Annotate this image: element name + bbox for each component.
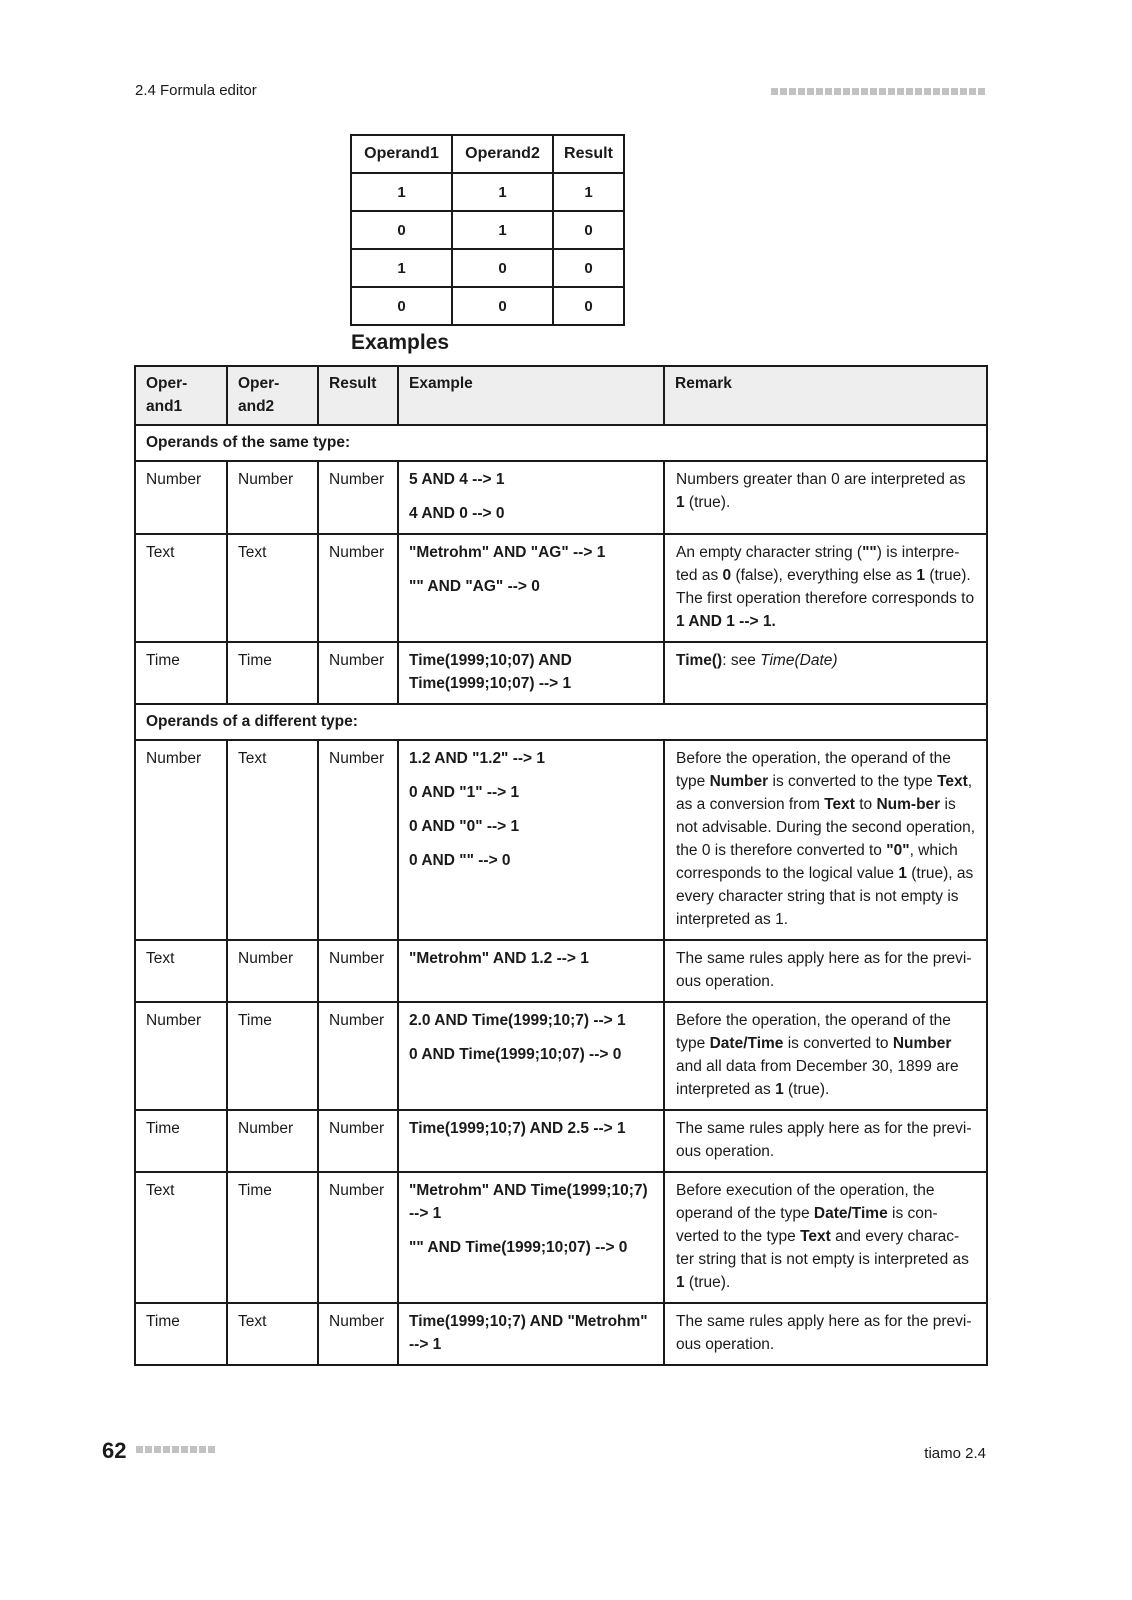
truth-table-header-row — [351, 135, 624, 173]
truth-cell: 1 — [553, 173, 624, 211]
decorative-square — [870, 88, 877, 95]
header-decoration — [771, 88, 985, 95]
remark-text: An empty character string ( — [676, 544, 863, 561]
remark-text: 1 — [676, 1274, 685, 1291]
truth-cell: 1 — [351, 173, 452, 211]
example-cell — [398, 1172, 664, 1303]
example-expression: "Metrohm" AND 1.2 --> 1 — [409, 950, 589, 967]
example-expression: 2.0 AND Time(1999;10;7) --> 1 — [409, 1012, 626, 1029]
truth-table-row — [351, 211, 624, 249]
remark-cell — [664, 1303, 987, 1365]
decorative-square — [798, 88, 805, 95]
remark-text: (true). — [684, 494, 731, 511]
decorative-square — [861, 88, 868, 95]
result-cell: Number — [318, 1110, 398, 1172]
remark-text: 0 — [722, 567, 732, 584]
remark-text: (true). — [783, 1081, 830, 1098]
example-expression: 0 AND Time(1999;10;07) --> 0 — [409, 1046, 622, 1063]
remark-text: 1 — [898, 865, 907, 882]
decorative-square — [807, 88, 814, 95]
decorative-square — [199, 1446, 206, 1453]
remark-text: (true). — [684, 1274, 731, 1291]
remark-text: (false), everything else as — [731, 567, 917, 584]
operand1-cell: Text — [135, 1172, 227, 1303]
truth-cell: 0 — [351, 287, 452, 325]
section-different-type-label: Operands of a different type: — [135, 704, 987, 740]
truth-table — [350, 134, 625, 326]
remark-text: 1 — [775, 1081, 784, 1098]
header-operand2: Oper- and2 — [227, 366, 318, 425]
remark-text: : see — [722, 652, 761, 669]
operand2-cell: Time — [227, 1002, 318, 1110]
example-row — [135, 534, 987, 642]
remark-text: and all data from December 30, 1899 are interpreted as — [676, 1058, 959, 1098]
truth-header-operand1: Operand1 — [351, 135, 452, 173]
operand2-cell: Text — [227, 534, 318, 642]
decorative-square — [825, 88, 832, 95]
remark-text: 1 AND 1 --> 1. — [676, 613, 776, 630]
remark-text: , which corresponds to the logical value — [676, 842, 958, 882]
remark-text: is not advisable. During the second operation, the 0 is therefore converted to — [676, 796, 976, 859]
truth-table-row — [351, 287, 624, 325]
remark-text: The same rules apply here as for the previ-ous operation. — [676, 950, 972, 990]
example-row — [135, 940, 987, 1002]
decorative-square — [843, 88, 850, 95]
example-cell — [398, 1303, 664, 1365]
examples-table — [134, 365, 988, 1366]
remark-text: Before execution of the operation, the operand of the type — [676, 1182, 935, 1222]
operand2-cell: Number — [227, 1110, 318, 1172]
remark-text: "0" — [886, 842, 910, 859]
header-remark: Remark — [664, 366, 987, 425]
remark-text: , as a conversion from — [676, 773, 973, 813]
remark-text: Time(Date) — [760, 652, 838, 669]
decorative-square — [136, 1446, 143, 1453]
decorative-square — [208, 1446, 215, 1453]
remark-cell — [664, 534, 987, 642]
examples-header-row — [135, 366, 987, 425]
truth-cell: 0 — [452, 249, 553, 287]
decorative-square — [933, 88, 940, 95]
remark-text: and every charac-ter string that is not empty is interpreted as — [676, 1228, 969, 1268]
example-expression: 1.2 AND "1.2" --> 1 — [409, 750, 546, 767]
remark-text: 1 — [676, 494, 685, 511]
example-row — [135, 1172, 987, 1303]
header-operand1: Oper- and1 — [135, 366, 227, 425]
decorative-square — [771, 88, 778, 95]
remark-text: Number — [709, 773, 769, 790]
result-cell: Number — [318, 740, 398, 940]
remark-text: Number — [892, 1035, 952, 1052]
result-cell: Number — [318, 1002, 398, 1110]
operand1-cell: Number — [135, 1002, 227, 1110]
remark-text: is converted to — [783, 1035, 893, 1052]
operand1-cell: Time — [135, 642, 227, 704]
remark-text: Text — [800, 1228, 831, 1245]
example-row — [135, 1002, 987, 1110]
decorative-square — [879, 88, 886, 95]
truth-cell: 0 — [553, 211, 624, 249]
section-same-type-label: Operands of the same type: — [135, 425, 987, 461]
decorative-square — [906, 88, 913, 95]
remark-text: to — [854, 796, 877, 813]
remark-text: Text — [937, 773, 968, 790]
remark-text: is con-verted to the type — [676, 1205, 938, 1245]
operand1-cell: Text — [135, 534, 227, 642]
decorative-square — [960, 88, 967, 95]
truth-cell: 0 — [452, 287, 553, 325]
decorative-square — [834, 88, 841, 95]
remark-cell — [664, 940, 987, 1002]
footer-decoration — [136, 1446, 215, 1453]
decorative-square — [163, 1446, 170, 1453]
example-cell — [398, 642, 664, 704]
operand1-cell: Number — [135, 461, 227, 534]
product-name: tiamo 2.4 — [924, 1445, 986, 1462]
remark-text: Text — [824, 796, 855, 813]
result-cell: Number — [318, 1172, 398, 1303]
remark-cell — [664, 1002, 987, 1110]
remark-text: Before the operation, the operand of the type — [676, 1012, 951, 1052]
remark-text: The same rules apply here as for the previ-ous operation. — [676, 1313, 972, 1353]
example-expression: "" AND Time(1999;10;07) --> 0 — [409, 1239, 628, 1256]
decorative-square — [915, 88, 922, 95]
remark-text: "" — [862, 544, 877, 561]
example-expression: Time(1999;10;7) AND 2.5 --> 1 — [409, 1120, 626, 1137]
page-number: 62 — [102, 1438, 127, 1463]
header-example: Example — [398, 366, 664, 425]
section-same-type — [135, 425, 987, 461]
remark-text: is converted to the type — [768, 773, 938, 790]
header-result: Result — [318, 366, 398, 425]
truth-cell: 1 — [452, 173, 553, 211]
decorative-square — [978, 88, 985, 95]
truth-cell: 1 — [351, 249, 452, 287]
section-header: 2.4 Formula editor — [135, 82, 257, 99]
example-expression: 0 AND "1" --> 1 — [409, 784, 520, 801]
remark-text: Date/Time — [709, 1035, 784, 1052]
decorative-square — [942, 88, 949, 95]
examples-title: Examples — [351, 331, 450, 354]
example-cell — [398, 534, 664, 642]
truth-cell: 0 — [553, 287, 624, 325]
decorative-square — [897, 88, 904, 95]
example-row — [135, 642, 987, 704]
decorative-square — [154, 1446, 161, 1453]
example-expression: 4 AND 0 --> 0 — [409, 505, 505, 522]
truth-cell: 0 — [553, 249, 624, 287]
operand1-cell: Time — [135, 1303, 227, 1365]
remark-cell — [664, 1172, 987, 1303]
section-different-type — [135, 704, 987, 740]
operand2-cell: Text — [227, 1303, 318, 1365]
remark-text: Date/Time — [813, 1205, 888, 1222]
decorative-square — [951, 88, 958, 95]
decorative-square — [181, 1446, 188, 1453]
truth-table-row — [351, 249, 624, 287]
operand2-cell: Text — [227, 740, 318, 940]
decorative-square — [924, 88, 931, 95]
example-cell — [398, 940, 664, 1002]
decorative-square — [789, 88, 796, 95]
remark-text: The same rules apply here as for the previ-ous operation. — [676, 1120, 972, 1160]
remark-text: ) is interpre-ted as — [676, 544, 960, 584]
truth-cell: 1 — [452, 211, 553, 249]
example-expression: "Metrohm" AND Time(1999;10;7) --> 1 — [409, 1182, 648, 1222]
decorative-square — [888, 88, 895, 95]
example-row — [135, 740, 987, 940]
remark-cell — [664, 740, 987, 940]
remark-cell — [664, 1110, 987, 1172]
example-expression: Time(1999;10;7) AND "Metrohm" --> 1 — [409, 1313, 648, 1353]
truth-header-result: Result — [553, 135, 624, 173]
example-cell — [398, 1110, 664, 1172]
example-row — [135, 1303, 987, 1365]
result-cell: Number — [318, 534, 398, 642]
example-row — [135, 1110, 987, 1172]
remark-cell — [664, 461, 987, 534]
operand2-cell: Time — [227, 1172, 318, 1303]
remark-text: (true), as every character string that is not empty is interpreted as 1. — [676, 865, 974, 928]
decorative-square — [969, 88, 976, 95]
result-cell: Number — [318, 642, 398, 704]
decorative-square — [172, 1446, 179, 1453]
truth-header-operand2: Operand2 — [452, 135, 553, 173]
example-expression: 5 AND 4 --> 1 — [409, 471, 505, 488]
result-cell: Number — [318, 461, 398, 534]
example-expression: "" AND "AG" --> 0 — [409, 578, 540, 595]
example-expression: 0 AND "0" --> 1 — [409, 818, 520, 835]
operand2-cell: Number — [227, 940, 318, 1002]
decorative-square — [190, 1446, 197, 1453]
decorative-square — [852, 88, 859, 95]
remark-text: Numbers greater than 0 are interpreted as — [676, 471, 966, 488]
example-expression: Time(1999;10;07) AND Time(1999;10;07) --> 1 — [409, 652, 572, 692]
example-cell — [398, 1002, 664, 1110]
operand1-cell: Text — [135, 940, 227, 1002]
operand1-cell: Number — [135, 740, 227, 940]
remark-cell — [664, 642, 987, 704]
example-expression: 0 AND "" --> 0 — [409, 852, 511, 869]
decorative-square — [816, 88, 823, 95]
example-cell — [398, 740, 664, 940]
example-expression: "Metrohm" AND "AG" --> 1 — [409, 544, 606, 561]
operand1-cell: Time — [135, 1110, 227, 1172]
result-cell: Number — [318, 940, 398, 1002]
decorative-square — [780, 88, 787, 95]
remark-text: (true). The first operation therefore corresponds to — [676, 567, 975, 607]
result-cell: Number — [318, 1303, 398, 1365]
remark-text: Num-ber — [876, 796, 941, 813]
truth-cell: 0 — [351, 211, 452, 249]
example-row — [135, 461, 987, 534]
operand2-cell: Time — [227, 642, 318, 704]
operand2-cell: Number — [227, 461, 318, 534]
decorative-square — [145, 1446, 152, 1453]
remark-text: 1 — [916, 567, 926, 584]
truth-table-row — [351, 173, 624, 211]
remark-text: Time() — [676, 652, 723, 669]
remark-text: Before the operation, the operand of the type — [676, 750, 951, 790]
example-cell — [398, 461, 664, 534]
